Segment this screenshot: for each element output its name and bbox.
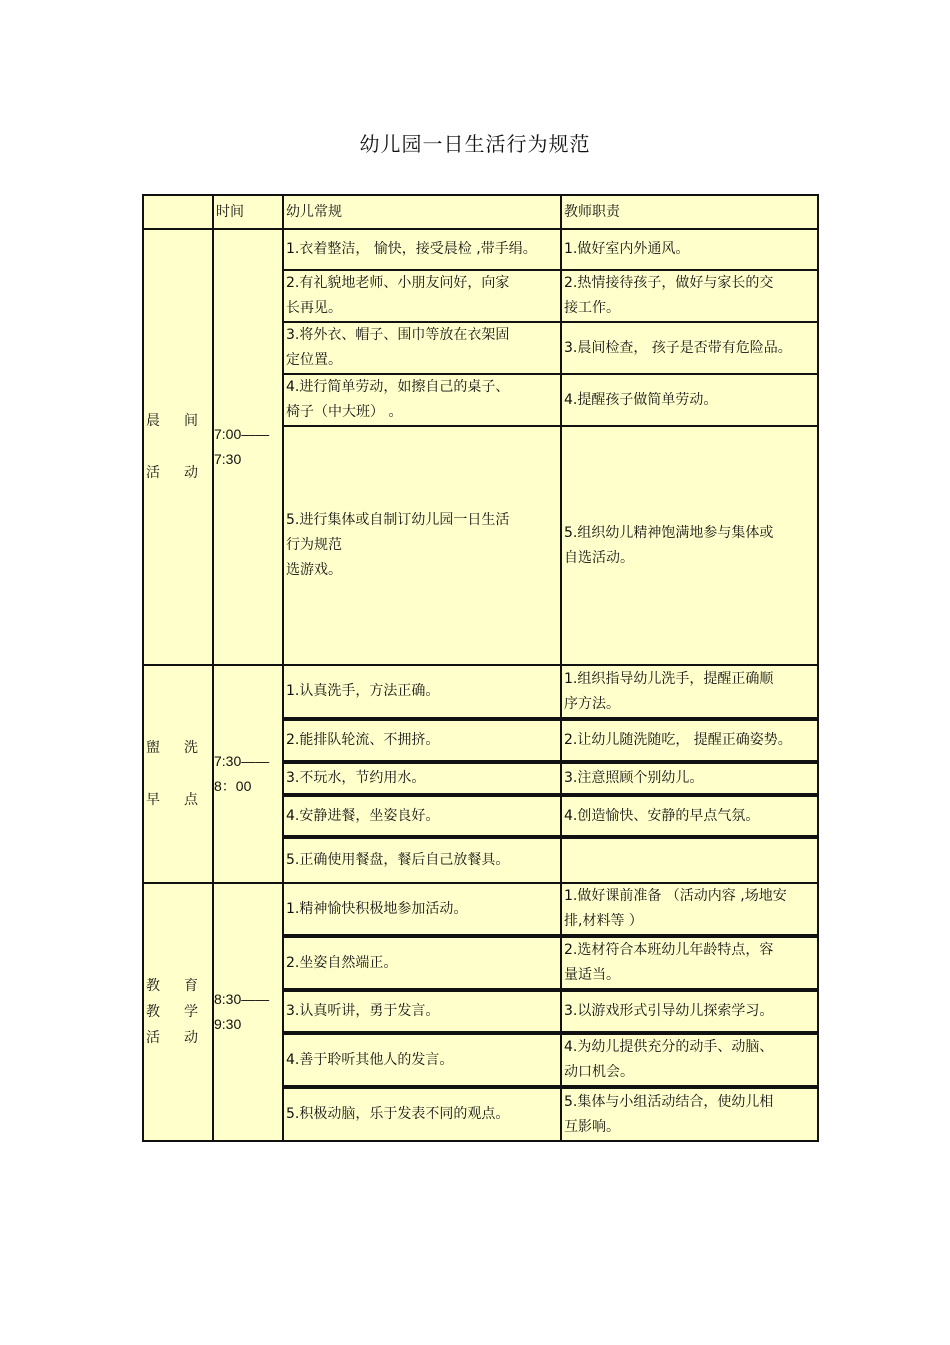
child-rule-cell: 3.不玩水，节约用水。 (282, 762, 562, 795)
child-rule-cell: 5.进行集体或自制订幼儿园一日生活 行为规范 选游戏。 (282, 425, 562, 666)
teacher-duty-cell: 1.做好课前准备 （活动内容 ,场地安 排,材料等 ） (560, 882, 819, 936)
category-wash-breakfast (142, 664, 214, 884)
category-char: 育 (184, 978, 198, 994)
teacher-duty-cell: 2.选材符合本班幼儿年龄特点，容 量适当。 (560, 936, 819, 990)
category-char: 教 (146, 978, 160, 994)
category-char: 间 (184, 413, 198, 429)
category-char: 活 (146, 465, 160, 481)
header-teacher-duties: 教师职责 (560, 194, 819, 230)
teacher-duty-cell: 1.组织指导幼儿洗手，提醒正确顺 序方法。 (560, 664, 819, 719)
child-rule-cell: 3.将外衣、帽子、围巾等放在衣架固 定位置。 (282, 321, 562, 375)
child-rule-cell: 1.衣着整洁， 愉快，接受晨检 ,带手绢。 (282, 228, 562, 271)
child-rule-cell: 2.坐姿自然端正。 (282, 936, 562, 990)
header-child-rules: 幼儿常规 (282, 194, 562, 230)
child-rule-cell: 4.善于聆听其他人的发言。 (282, 1033, 562, 1087)
category-morning-activity (142, 228, 214, 666)
header-blank (142, 194, 214, 230)
child-rule-cell: 1.精神愉快积极地参加活动。 (282, 882, 562, 936)
header-time: 时间 (212, 194, 284, 230)
teacher-duty-cell: 3.注意照顾个别幼儿。 (560, 762, 819, 795)
child-rule-cell: 5.正确使用餐盘，餐后自己放餐具。 (282, 837, 562, 884)
teacher-duty-cell: 5.组织幼儿精神饱满地参与集体或 自选活动。 (560, 425, 819, 666)
child-rule-cell: 4.进行简单劳动，如擦自己的桌子、 椅子（中大班） 。 (282, 373, 562, 427)
category-char: 教 (146, 1004, 160, 1020)
teacher-duty-cell: 5.集体与小组活动结合，使幼儿相 互影响。 (560, 1087, 819, 1142)
teacher-duty-cell: 4.创造愉快、安静的早点气氛。 (560, 795, 819, 837)
category-char: 点 (184, 792, 198, 808)
teacher-duty-cell: 1.做好室内外通风。 (560, 228, 819, 271)
time-cell: 8:30—— 9:30 (212, 882, 284, 1142)
category-char: 动 (184, 465, 198, 481)
teacher-duty-cell: 2.热情接待孩子，做好与家长的交 接工作。 (560, 269, 819, 323)
category-char: 洗 (184, 740, 198, 756)
teacher-duty-cell: 3.以游戏形式引导幼儿探索学习。 (560, 990, 819, 1033)
teacher-duty-cell: 2.让幼儿随洗随吃， 提醒正确姿势。 (560, 719, 819, 762)
category-char: 晨 (146, 413, 160, 429)
category-char: 盥 (146, 740, 160, 756)
child-rule-cell: 1.认真洗手，方法正确。 (282, 664, 562, 719)
category-teaching-activity (142, 882, 214, 1142)
time-cell: 7:30—— 8：00 (212, 664, 284, 884)
child-rule-cell: 4.安静进餐，坐姿良好。 (282, 795, 562, 837)
teacher-duty-cell (560, 837, 819, 884)
time-cell: 7:00—— 7:30 (212, 228, 284, 666)
teacher-duty-cell: 4.提醒孩子做简单劳动。 (560, 373, 819, 427)
child-rule-cell: 2.能排队轮流、不拥挤。 (282, 719, 562, 762)
category-char: 动 (184, 1030, 198, 1046)
child-rule-cell: 2.有礼貌地老师、小朋友问好，向家 长再见。 (282, 269, 562, 323)
teacher-duty-cell: 3.晨间检查， 孩子是否带有危险品。 (560, 321, 819, 375)
category-char: 早 (146, 792, 160, 808)
category-char: 活 (146, 1030, 160, 1046)
document-title: 幼儿园一日生活行为规范 (359, 132, 591, 156)
child-rule-cell: 5.积极动脑，乐于发表不同的观点。 (282, 1087, 562, 1142)
teacher-duty-cell: 4.为幼儿提供充分的动手、动脑、 动口机会。 (560, 1033, 819, 1087)
child-rule-cell: 3.认真听讲，勇于发言。 (282, 990, 562, 1033)
category-char: 学 (184, 1004, 198, 1020)
